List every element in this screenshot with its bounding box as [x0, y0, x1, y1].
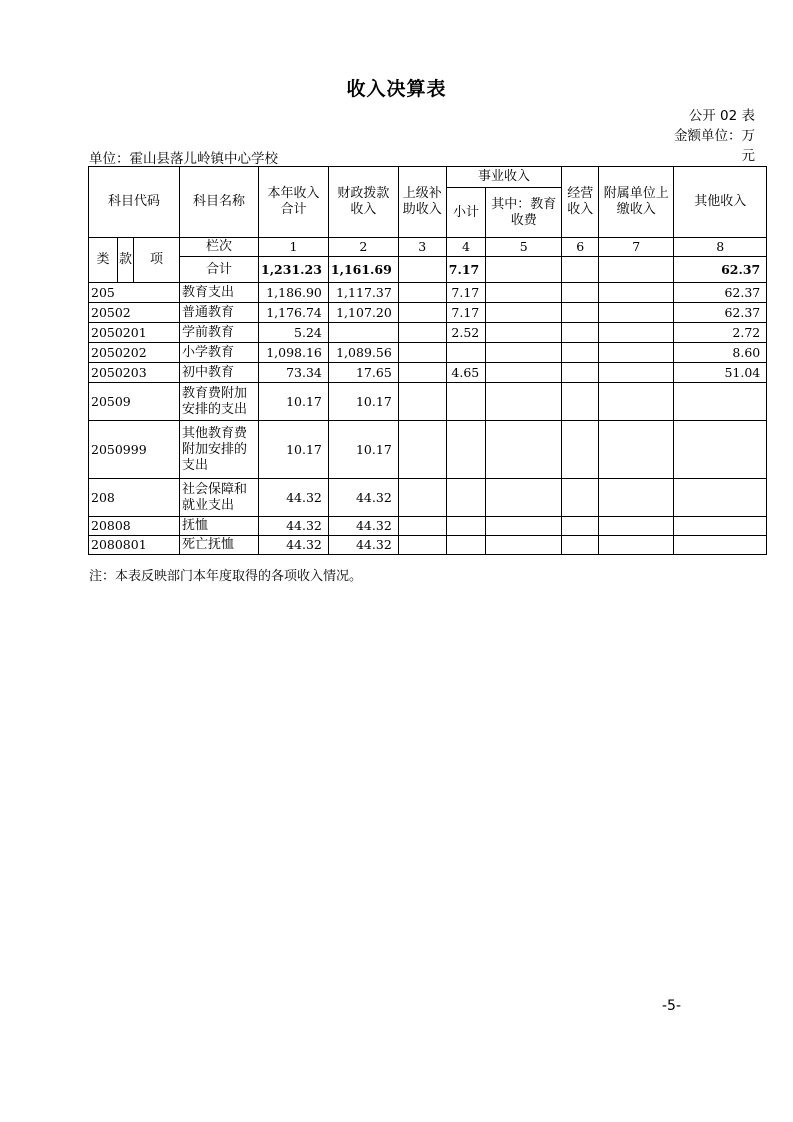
row-affiliated: [599, 536, 674, 555]
total-affiliated-value: [599, 257, 674, 283]
row-fiscal: 10.17: [328, 421, 398, 479]
row-code: 2080801: [89, 536, 180, 555]
currency-unit: 金额单位：万元: [674, 128, 755, 164]
row-edu-fees: [486, 303, 562, 323]
row-other: [674, 517, 767, 536]
row-code: 2050999: [89, 421, 180, 479]
row-subtotal: 7.17: [446, 303, 485, 323]
column-number: 3: [398, 238, 446, 257]
row-fiscal: 1,117.37: [328, 283, 398, 303]
table-number: 公开 02 表: [688, 108, 755, 124]
header-subtotal: 小计: [446, 188, 485, 238]
table-row: [89, 363, 767, 383]
row-other: 62.37: [674, 303, 767, 323]
row-subtotal: [446, 343, 485, 363]
row-other: [674, 421, 767, 479]
row-name: 死亡抚恤: [180, 536, 259, 555]
row-operating: [562, 479, 599, 517]
row-affiliated: [599, 343, 674, 363]
header-item: 项: [134, 238, 180, 283]
row-other: 62.37: [674, 283, 767, 303]
row-affiliated: [599, 517, 674, 536]
total-income-value: 1,231.23: [259, 257, 329, 283]
table-row: [89, 479, 767, 517]
row-code: 208: [89, 479, 180, 517]
row-superior: [398, 343, 446, 363]
header-fiscal-appropriation: 财政拨款收入: [328, 167, 398, 238]
row-fiscal: 1,089.56: [328, 343, 398, 363]
row-total-income: 1,186.90: [259, 283, 329, 303]
row-name: 学前教育: [180, 323, 259, 343]
unit-label: 单位：霍山县落儿岭镇中心学校: [89, 151, 278, 167]
row-subtotal: 7.17: [446, 283, 485, 303]
row-fiscal: 44.32: [328, 517, 398, 536]
table-row: [89, 421, 767, 479]
table-row: [89, 343, 767, 363]
row-edu-fees: [486, 363, 562, 383]
table-row: [89, 303, 767, 323]
total-operating-value: [562, 257, 599, 283]
row-total-income: 1,176.74: [259, 303, 329, 323]
row-edu-fees: [486, 479, 562, 517]
row-operating: [562, 517, 599, 536]
table-row: [89, 517, 767, 536]
row-superior: [398, 363, 446, 383]
row-edu-fees: [486, 536, 562, 555]
row-other: 2.72: [674, 323, 767, 343]
row-affiliated: [599, 323, 674, 343]
row-name: 社会保障和就业支出: [180, 479, 259, 517]
row-edu-fees: [486, 343, 562, 363]
row-superior: [398, 517, 446, 536]
row-subtotal: [446, 383, 485, 421]
row-code: 2050203: [89, 363, 180, 383]
row-name: 教育费附加安排的支出: [180, 383, 259, 421]
row-subtotal: 2.52: [446, 323, 485, 343]
page-number: -5-: [662, 998, 682, 1014]
row-code: 20808: [89, 517, 180, 536]
row-code: 20502: [89, 303, 180, 323]
column-number: 5: [486, 238, 562, 257]
row-operating: [562, 383, 599, 421]
header-class: 类: [89, 238, 118, 283]
row-affiliated: [599, 479, 674, 517]
row-other: [674, 536, 767, 555]
column-number: 8: [674, 238, 767, 257]
table-row: [89, 383, 767, 421]
header-affiliated-income: 附属单位上缴收入: [599, 167, 674, 238]
row-subtotal: [446, 517, 485, 536]
row-name: 其他教育费附加安排的支出: [180, 421, 259, 479]
row-subtotal: 4.65: [446, 363, 485, 383]
row-other: [674, 479, 767, 517]
row-fiscal: 44.32: [328, 479, 398, 517]
row-superior: [398, 283, 446, 303]
row-affiliated: [599, 363, 674, 383]
row-code: 2050202: [89, 343, 180, 363]
document-title: 收入决算表: [346, 78, 447, 100]
column-number: 1: [259, 238, 329, 257]
row-fiscal: 10.17: [328, 383, 398, 421]
row-fiscal: 17.65: [328, 363, 398, 383]
row-name: 小学教育: [180, 343, 259, 363]
row-operating: [562, 283, 599, 303]
row-edu-fees: [486, 421, 562, 479]
row-fiscal: [328, 323, 398, 343]
row-code: 205: [89, 283, 180, 303]
total-fiscal-value: 1,161.69: [328, 257, 398, 283]
row-name: 教育支出: [180, 283, 259, 303]
total-edu-fees-value: [486, 257, 562, 283]
row-code: 2050201: [89, 323, 180, 343]
row-name: 初中教育: [180, 363, 259, 383]
row-operating: [562, 323, 599, 343]
header-business-income: 事业收入: [446, 167, 561, 188]
table-row: [89, 323, 767, 343]
row-operating: [562, 421, 599, 479]
table-note: 注：本表反映部门本年度取得的各项收入情况。: [89, 569, 363, 584]
row-name: 抚恤: [180, 517, 259, 536]
row-edu-fees: [486, 283, 562, 303]
row-operating: [562, 363, 599, 383]
row-total-income: 73.34: [259, 363, 329, 383]
row-operating: [562, 343, 599, 363]
row-subtotal: [446, 479, 485, 517]
header-section: 款: [118, 238, 134, 283]
row-affiliated: [599, 303, 674, 323]
row-edu-fees: [486, 383, 562, 421]
row-superior: [398, 323, 446, 343]
row-total-income: 44.32: [259, 517, 329, 536]
column-number: 4: [446, 238, 485, 257]
header-subject-code: 科目代码: [89, 167, 180, 238]
header-column-no: 栏次: [180, 238, 259, 257]
header-subject-name: 科目名称: [180, 167, 259, 238]
header-other-income: 其他收入: [674, 167, 767, 238]
column-number: 7: [599, 238, 674, 257]
row-other: [674, 383, 767, 421]
row-fiscal: 44.32: [328, 536, 398, 555]
total-label: 合计: [180, 257, 259, 283]
row-fiscal: 1,107.20: [328, 303, 398, 323]
total-other-value: 62.37: [674, 257, 767, 283]
header-superior-subsidy: 上级补助收入: [398, 167, 446, 238]
total-superior-value: [398, 257, 446, 283]
total-subtotal-value: 7.17: [446, 257, 485, 283]
row-superior: [398, 479, 446, 517]
row-total-income: 10.17: [259, 421, 329, 479]
header-total-income: 本年收入合计: [259, 167, 329, 238]
row-total-income: 10.17: [259, 383, 329, 421]
column-number: 2: [328, 238, 398, 257]
table-row: [89, 283, 767, 303]
row-total-income: 44.32: [259, 536, 329, 555]
row-superior: [398, 303, 446, 323]
row-total-income: 44.32: [259, 479, 329, 517]
row-subtotal: [446, 536, 485, 555]
income-table: [88, 166, 767, 555]
row-edu-fees: [486, 517, 562, 536]
header-edu-fees: 其中：教育收费: [486, 188, 562, 238]
row-operating: [562, 536, 599, 555]
row-affiliated: [599, 421, 674, 479]
row-other: 51.04: [674, 363, 767, 383]
table-row: [89, 536, 767, 555]
row-affiliated: [599, 283, 674, 303]
row-operating: [562, 303, 599, 323]
row-code: 20509: [89, 383, 180, 421]
row-edu-fees: [486, 323, 562, 343]
row-affiliated: [599, 383, 674, 421]
column-number: 6: [562, 238, 599, 257]
header-operating-income: 经营收入: [562, 167, 599, 238]
row-total-income: 5.24: [259, 323, 329, 343]
row-subtotal: [446, 421, 485, 479]
row-name: 普通教育: [180, 303, 259, 323]
row-other: 8.60: [674, 343, 767, 363]
row-superior: [398, 383, 446, 421]
row-superior: [398, 421, 446, 479]
row-total-income: 1,098.16: [259, 343, 329, 363]
row-superior: [398, 536, 446, 555]
